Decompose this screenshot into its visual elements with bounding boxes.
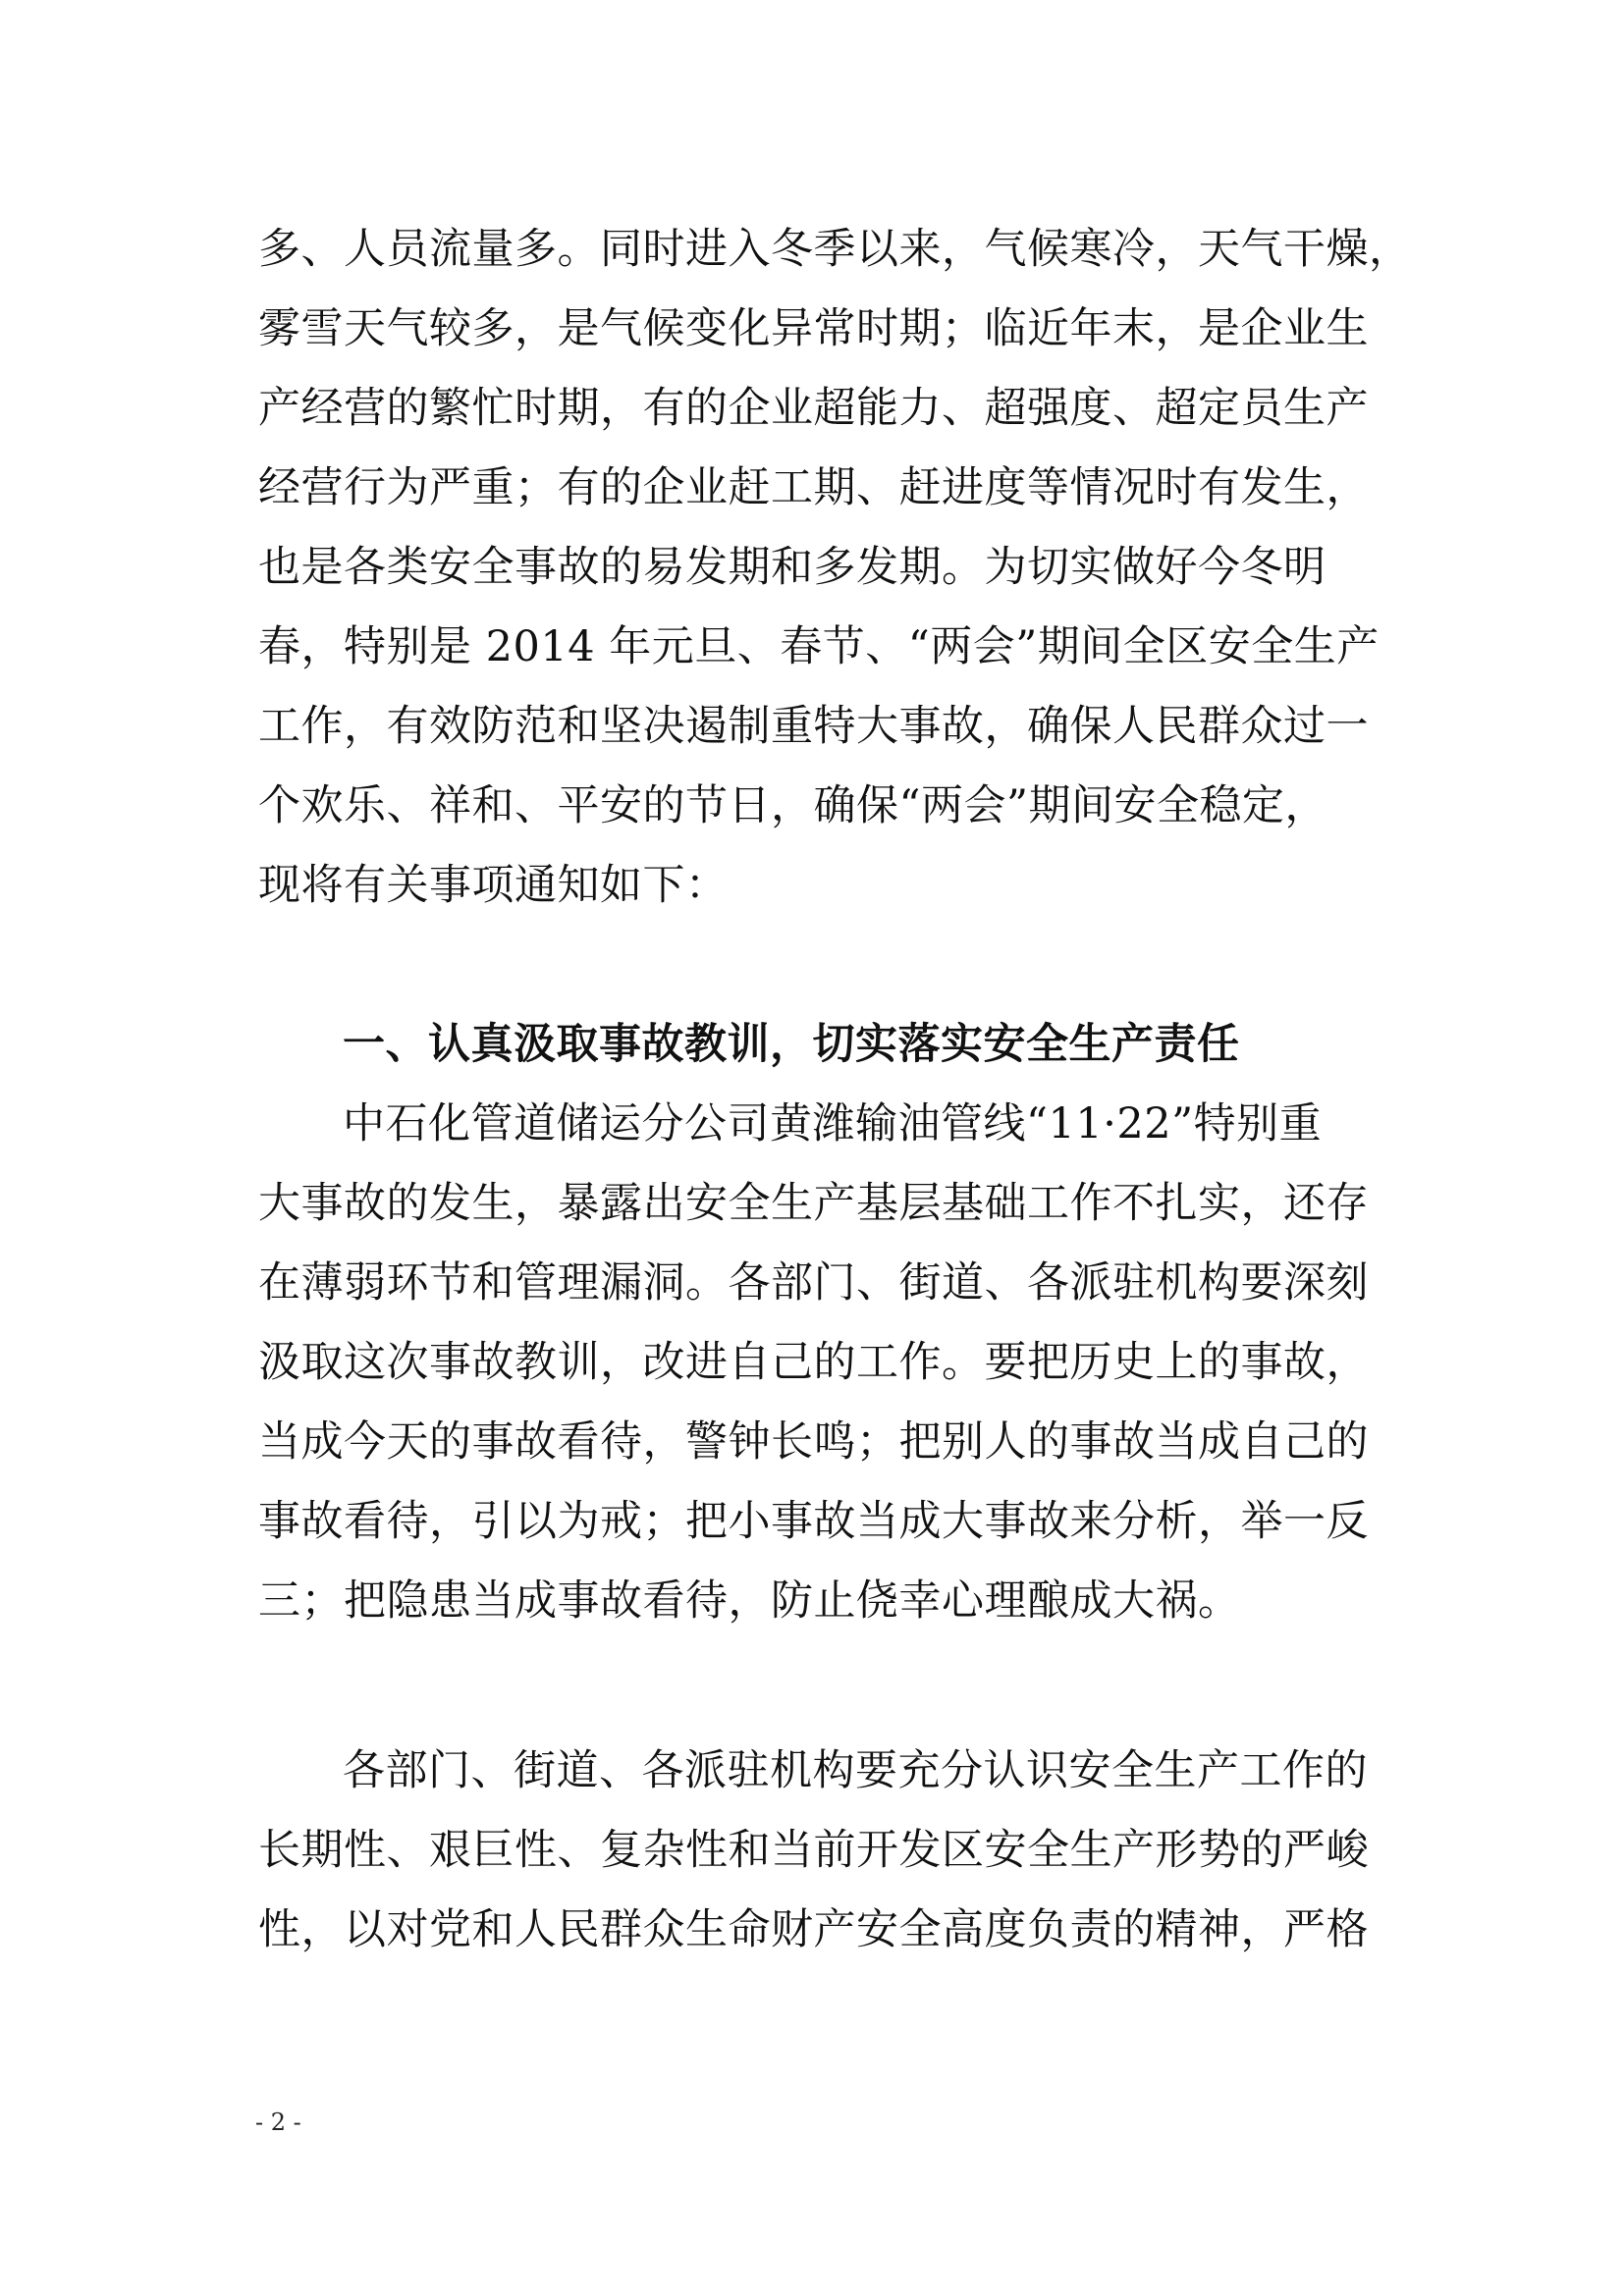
paragraph-line: 雾雪天气较多，是气候变化异常时期；临近年末，是企业生 <box>258 304 1369 353</box>
paragraph-line: 性，以对党和人民群众生命财产安全高度负责的精神，严格 <box>258 1905 1369 1954</box>
section-heading: 一、认真汲取事故教训，切实落实安全生产责任 <box>343 1020 1240 1069</box>
page-number: - 2 - <box>255 2109 301 2136</box>
paragraph-line: 个欢乐、祥和、平安的节日，确保“两会”期间安全稳定， <box>258 781 1327 830</box>
paragraph-line: 大事故的发生，暴露出安全生产基层基础工作不扎实，还存 <box>258 1179 1369 1228</box>
paragraph-line: 经营行为严重；有的企业赶工期、赶进度等情况时有发生， <box>258 463 1369 512</box>
paragraph-line: 事故看待，引以为戒；把小事故当成大事故来分析，举一反 <box>258 1497 1369 1546</box>
paragraph-line: 当成今天的事故看待，警钟长鸣；把别人的事故当成自己的 <box>258 1417 1369 1467</box>
paragraph-line: 产经营的繁忙时期，有的企业超能力、超强度、超定员生产 <box>258 384 1369 433</box>
paragraph-line: 春，特别是 2014 年元旦、春节、“两会”期间全区安全生产 <box>258 622 1380 671</box>
paragraph-line: 工作，有效防范和坚决遏制重特大事故，确保人民群众过一 <box>258 702 1369 751</box>
paragraph-line: 在薄弱环节和管理漏洞。各部门、街道、各派驻机构要深刻 <box>258 1258 1369 1308</box>
paragraph-line: 各部门、街道、各派驻机构要充分认识安全生产工作的 <box>343 1746 1368 1795</box>
paragraph-line: 长期性、艰巨性、复杂性和当前开发区安全生产形势的严峻 <box>258 1826 1369 1875</box>
paragraph-line: 现将有关事项通知如下： <box>258 861 729 910</box>
paragraph-line: 中石化管道储运分公司黄潍输油管线“11·22”特别重 <box>343 1099 1323 1148</box>
paragraph-line: 汲取这次事故教训，改进自己的工作。要把历史上的事故， <box>258 1338 1369 1387</box>
paragraph-line: 多、人员流量多。同时进入冬季以来，气候寒冷，天气干燥， <box>258 225 1412 274</box>
paragraph-line: 也是各类安全事故的易发期和多发期。为切实做好今冬明 <box>258 543 1326 592</box>
paragraph-line: 三；把隐患当成事故看待，防止侥幸心理酿成大祸。 <box>258 1576 1241 1626</box>
